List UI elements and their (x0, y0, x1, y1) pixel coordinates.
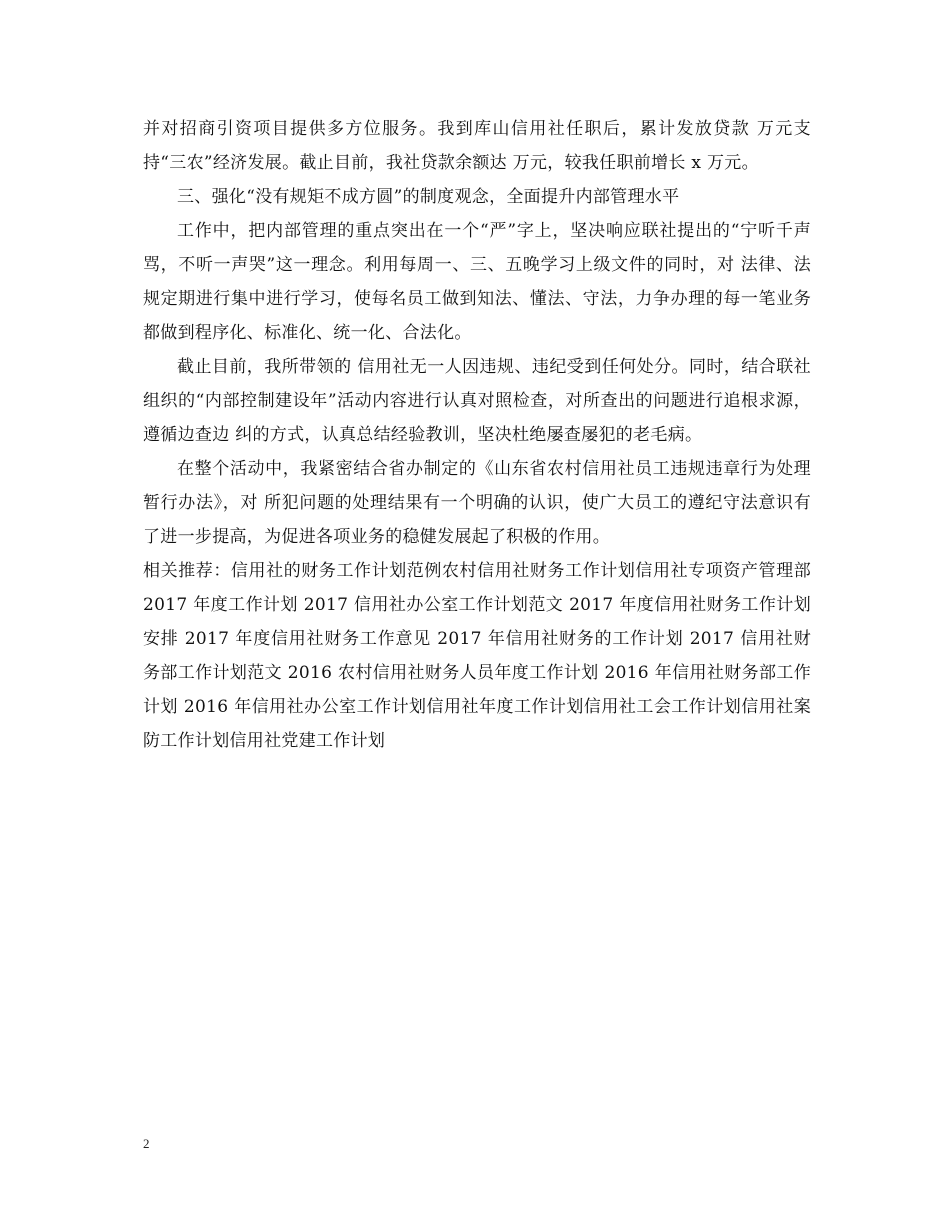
document-page (143, 112, 811, 758)
paragraph-no-violations: 截止目前，我所带领的 信用社无一人因违规、违纪受到任何处分。同时，结合联社组织的“内部控制建设年”活动内容进行认真对照检查，对所查出的问题进行追根求源，遵循边查边 纠的方式，认真总结经验教训，坚决杜绝屡查屡犯的老毛病。 (143, 357, 811, 445)
section-heading-3: 三、强化“没有规矩不成方圆”的制度观念，全面提升内部管理水平 (177, 187, 680, 207)
related-recommendations: 相关推荐：信用社的财务工作计划范例农村信用社财务工作计划信用社专项资产管理部 2017 年度工作计划 2017 信用社办公室工作计划范文 2017 年度信用社财务工作计划安排 2017 年度信用社财务工作意见 2017 年信用社财务的工作计划 2017 信用社财务部工作计划范文 2016 农村信用社财务人员年度工作计划 2016 年信用社财务部工作计划 2016 年信用社办公室工作计划信用社年度工作计划信用社工会工作计划信用社案防工作计划信用社党建工作计划 (143, 561, 811, 751)
paragraph-1: 并对招商引资项目提供多方位服务。我到库山信用社任职后，累计发放贷款 万元支持“三农”经济发展。截止目前，我社贷款余额达 万元，较我任职前增长 x 万元。 (143, 119, 811, 173)
paragraph-activity: 在整个活动中，我紧密结合省办制定的《山东省农村信用社员工违规违章行为处理暂行办法》，对 所犯问题的处理结果有一个明确的认识，使广大员工的遵纪守法意识有了进一步提高，为促进各项业务的稳健发展起了积极的作用。 (143, 459, 811, 547)
page-number: 2 (143, 1136, 150, 1151)
paragraph-internal-management: 工作中，把内部管理的重点突出在一个“严”字上，坚决响应联社提出的“宁听千声骂，不听一声哭”这一理念。利用每周一、三、五晚学习上级文件的同时，对 法律、法规定期进行集中进行学习，使每名员工做到知法、懂法、守法，力争办理的每一笔业务都做到程序化、标准化、统一化、合法化。 (143, 221, 811, 343)
